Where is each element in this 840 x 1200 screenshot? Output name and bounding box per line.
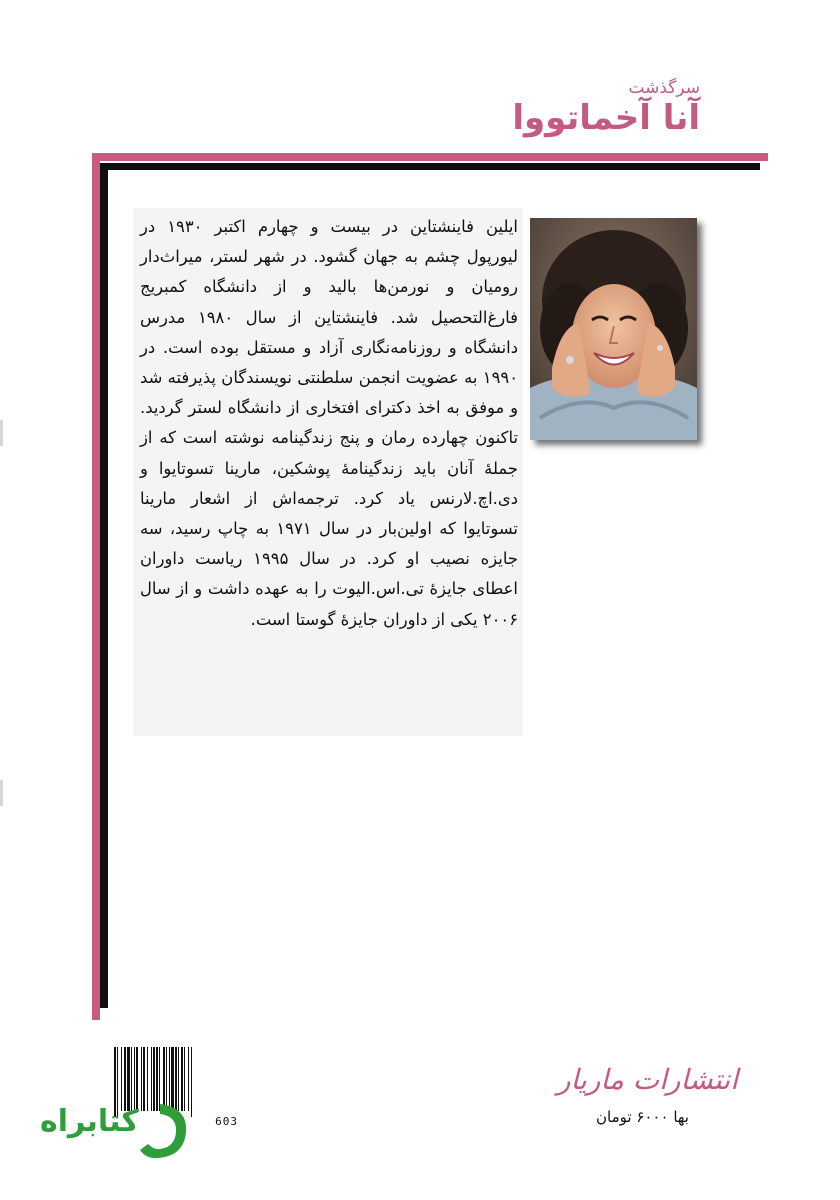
- frame-left-black: [100, 163, 108, 1008]
- frame-top-pink: [92, 153, 768, 161]
- edge-mark: [0, 780, 3, 806]
- book-title: آنا آخماتووا: [512, 98, 700, 138]
- author-portrait-image: [530, 218, 697, 440]
- frame-left-pink: [92, 153, 100, 1020]
- publisher-name: انتشارات ماریار: [557, 1063, 738, 1096]
- author-photo: [530, 218, 697, 440]
- frame-top-black: [100, 163, 760, 170]
- watermark-logo-text: کتابراه: [40, 1104, 139, 1139]
- barcode-digits: 603: [215, 1115, 238, 1128]
- edge-mark: [0, 420, 3, 446]
- price: بها ۶۰۰۰ تومان: [596, 1108, 689, 1126]
- barcode-bar: [191, 1047, 192, 1117]
- series-subtitle: سرگذشت: [628, 78, 700, 98]
- author-bio: ایلین فاینشتاین در بیست و چهارم اکتبر ۱۹۳۰ در لیورپول چشم به جهان گشود. در شهر لستر، میراث‌دار رومیان و نورمن‌ها بالید و از دانشگاه کمبریج فارغ‌التحصیل شد. فاینشتاین از سال ۱۹۸۰ مدرس دانشگاه و روزنامه‌نگاری آزاد و مستقل بوده است. در ۱۹۹۰ به عضویت انجمن سلطنتی نویسندگان پذیرفته شد و موفق به اخذ دکترای افتخاری از دانشگاه لستر گردید. تاکنون چهارده رمان و پنج زندگینامه نوشته است که از جملهٔ آنان باید زندگینامهٔ پوشکین، مارینا تسوتایوا و دی.اچ.لارنس یاد کرد. ترجمه‌اش از اشعار مارینا تسوتایوا که اولین‌بار در سال ۱۹۷۱ به چاپ رسید، سه جایزه نصیب او کرد. در سال ۱۹۹۵ ریاست داوران اعطای جایزهٔ تی.اس.الیوت را به عهده داشت و از سال ۲۰۰۶ یکی از داوران جایزهٔ گوستا است.: [140, 217, 518, 629]
